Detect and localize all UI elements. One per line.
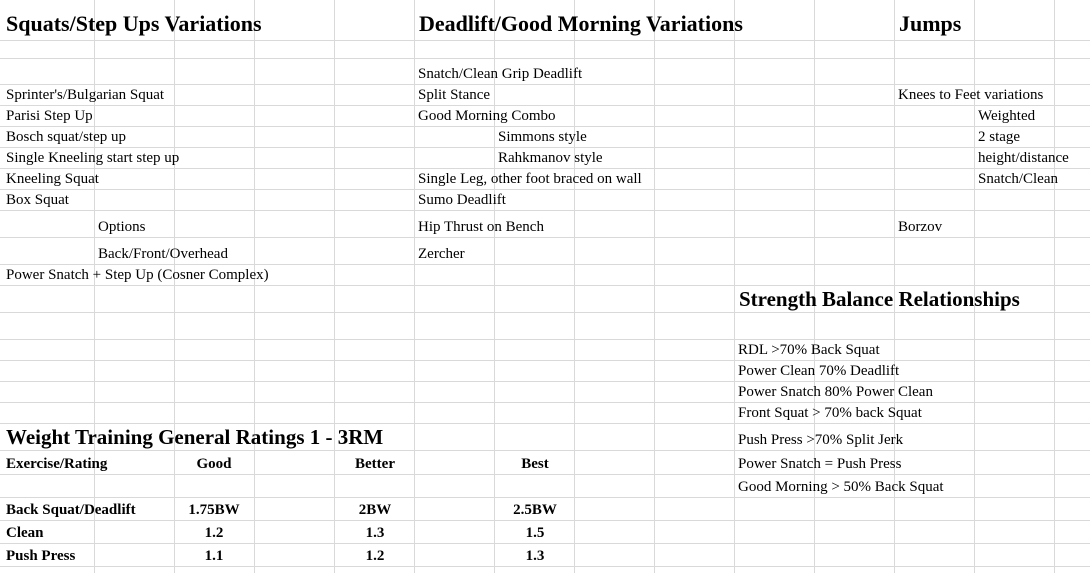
deadlift-item[interactable]: Split Stance <box>418 87 491 103</box>
ratings-header[interactable]: Better <box>355 456 395 472</box>
squats-item[interactable]: Box Squat <box>6 192 69 208</box>
deadlift-sub-item[interactable]: Simmons style <box>498 129 587 145</box>
deadlift-item[interactable]: Single Leg, other foot braced on wall <box>418 171 642 187</box>
deadlift-item[interactable]: Snatch/Clean Grip Deadlift <box>418 66 583 82</box>
ratings-row-best[interactable]: 2.5BW <box>513 502 557 518</box>
ratings-row-exercise[interactable]: Clean <box>6 525 44 541</box>
deadlift-item[interactable]: Good Morning Combo <box>418 108 556 124</box>
jumps-sub-item[interactable]: Weighted <box>978 108 1036 124</box>
ratings-header[interactable]: Exercise/Rating <box>6 456 108 472</box>
squats-item[interactable]: Single Kneeling start step up <box>6 150 180 166</box>
deadlift-title: Deadlift/Good Morning Variations <box>419 11 743 36</box>
deadlift-sub-item[interactable]: Rahkmanov style <box>498 150 603 166</box>
ratings-row-good[interactable]: 1.75BW <box>188 502 240 518</box>
squats-item[interactable]: Kneeling Squat <box>6 171 99 187</box>
deadlift-item[interactable]: Sumo Deadlift <box>418 192 506 208</box>
strength-item[interactable]: Front Squat > 70% back Squat <box>738 405 922 421</box>
strength-item[interactable]: RDL >70% Back Squat <box>738 342 880 358</box>
deadlift-item[interactable]: Zercher <box>418 246 465 262</box>
jumps-sub-item[interactable]: 2 stage <box>978 129 1021 145</box>
ratings-header[interactable]: Good <box>196 456 232 472</box>
ratings-row-better[interactable]: 1.2 <box>365 548 385 564</box>
ratings-row-good[interactable]: 1.1 <box>204 548 224 564</box>
strength-item[interactable]: Power Clean 70% Deadlift <box>738 363 900 379</box>
squats-options-value[interactable]: Back/Front/Overhead <box>98 246 228 262</box>
ratings-row-good[interactable]: 1.2 <box>204 525 224 541</box>
jumps-main[interactable]: Knees to Feet variations <box>898 87 1044 103</box>
ratings-row-better[interactable]: 2BW <box>358 502 392 518</box>
squats-item[interactable]: Bosch squat/step up <box>6 129 126 145</box>
strength-item[interactable]: Power Snatch 80% Power Clean <box>738 384 933 400</box>
ratings-row-best[interactable]: 1.5 <box>525 525 545 541</box>
ratings-title: Weight Training General Ratings 1 - 3RM <box>6 425 384 449</box>
squats-complex[interactable]: Power Snatch + Step Up (Cosner Complex) <box>6 267 269 283</box>
ratings-row-better[interactable]: 1.3 <box>365 525 385 541</box>
strength-title: Strength Balance Relationships <box>739 287 1020 311</box>
strength-item[interactable]: Push Press >70% Split Jerk <box>738 432 904 448</box>
strength-item[interactable]: Power Snatch = Push Press <box>738 456 902 472</box>
squats-title: Squats/Step Ups Variations <box>6 11 262 36</box>
squats-item[interactable]: Sprinter's/Bulgarian Squat <box>6 87 165 103</box>
ratings-row-exercise[interactable]: Back Squat/Deadlift <box>6 502 136 518</box>
ratings-row-exercise[interactable]: Push Press <box>6 548 76 564</box>
ratings-row-best[interactable]: 1.3 <box>525 548 545 564</box>
jumps-title: Jumps <box>899 11 962 36</box>
jumps-sub-item[interactable]: Snatch/Clean <box>978 171 1058 187</box>
ratings-header[interactable]: Best <box>521 456 549 472</box>
jumps-borzov[interactable]: Borzov <box>898 219 943 235</box>
strength-item[interactable]: Good Morning > 50% Back Squat <box>738 479 944 495</box>
jumps-sub-item[interactable]: height/distance <box>978 150 1069 166</box>
squats-item[interactable]: Parisi Step Up <box>6 108 93 124</box>
squats-options-label[interactable]: Options <box>98 219 146 235</box>
deadlift-item[interactable]: Hip Thrust on Bench <box>418 219 544 235</box>
